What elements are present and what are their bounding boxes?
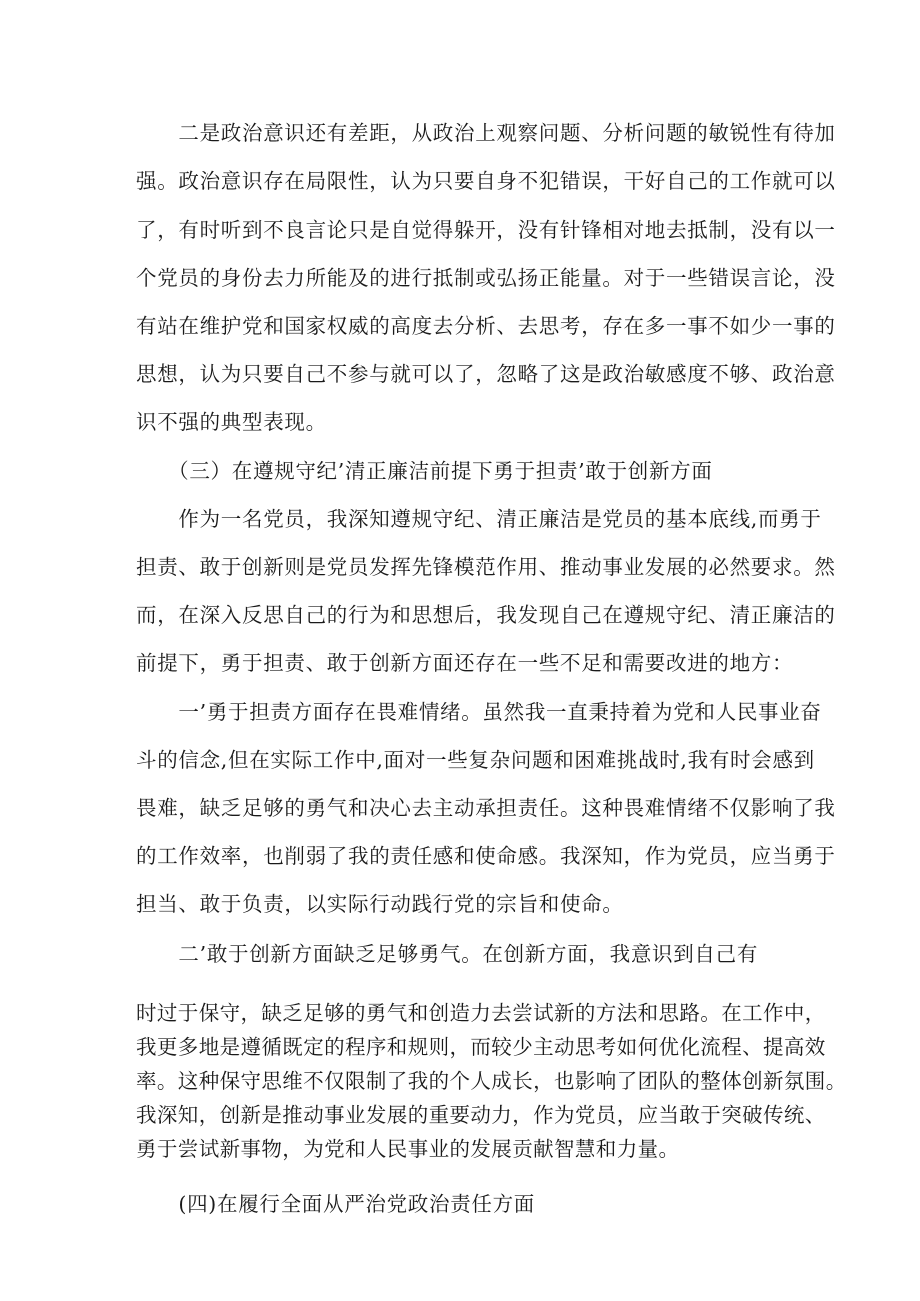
- paragraph-line: 了，有时听到不良言论只是自觉得躲开，没有针锋相对地去抵制，没有以一: [136, 218, 836, 242]
- paragraph-line: 识不强的典型表现。: [136, 410, 327, 434]
- section-heading-3: （三）在遵规守纪’清正廉洁前提下勇于担责’敢于创新方面: [136, 459, 713, 483]
- paragraph-line: 个党员的身份去力所能及的进行抵制或弘扬正能量。对于一些错误言论，没: [136, 266, 836, 290]
- paragraph-line: 而，在深入反思自己的行为和思想后，我发现自己在遵规守纪、清正廉洁的: [136, 603, 836, 627]
- paragraph-line: 思想，认为只要自己不参与就可以了，忽略了这是政治敏感度不够、政治意: [136, 362, 836, 386]
- paragraph-line: 前提下，勇于担责、敢于创新方面还存在一些不足和需要改进的地方：: [136, 651, 794, 675]
- paragraph-line: 担当、敢于负责，以实际行动践行党的宗旨和使命。: [136, 892, 624, 916]
- paragraph-line: 二是政治意识还有差距，从政治上观察问题、分析问题的敏锐性有待加: [136, 121, 836, 145]
- paragraph-line: 一’勇于担责方面存在畏难情绪。虽然我一直秉持着为党和人民事业奋: [136, 700, 822, 724]
- paragraph-line: 强。政治意识存在局限性，认为只要自身不犯错误，干好自己的工作就可以: [136, 169, 836, 193]
- paragraph-line: 二’敢于创新方面缺乏足够勇气。在创新方面，我意识到自己有: [136, 942, 759, 966]
- paragraph-line: 勇于尝试新事物，为党和人民事业的发展贡献智慧和力量。: [136, 1137, 680, 1161]
- paragraph-line: 担责、敢于创新则是党员发挥先锋模范作用、推动事业发展的必然要求。然: [136, 555, 836, 579]
- paragraph-line: 斗的信念,但在实际工作中,面对一些复杂问题和困难挑战时,我有时会感到: [136, 748, 815, 772]
- paragraph-line: 我深知，创新是推动事业发展的重要动力，作为党员，应当敢于突破传统、: [136, 1103, 826, 1127]
- paragraph-line: 时过于保守，缺乏足够的勇气和创造力去尝试新的方法和思路。在工作中，: [136, 1001, 826, 1025]
- paragraph-line: 我更多地是遵循既定的程序和规则，而较少主动思考如何优化流程、提高效: [136, 1035, 826, 1059]
- paragraph-line: 的工作效率，也削弱了我的责任感和使命感。我深知，作为党员，应当勇于: [136, 844, 836, 868]
- paragraph-line: 作为一名党员，我深知遵规守纪、清正廉洁是党员的基本底线,而勇于: [136, 507, 822, 531]
- section-heading-4: (四)在履行全面从严治党政治责任方面: [136, 1192, 535, 1216]
- paragraph-line: 率。这种保守思维不仅限制了我的个人成长，也影响了团队的整体创新氛围。: [136, 1069, 847, 1093]
- paragraph-line: 有站在维护党和国家权威的高度去分析、去思考，存在多一事不如少一事的: [136, 314, 836, 338]
- paragraph-line: 畏难，缺乏足够的勇气和决心去主动承担责任。这种畏难情绪不仅影响了我: [136, 796, 836, 820]
